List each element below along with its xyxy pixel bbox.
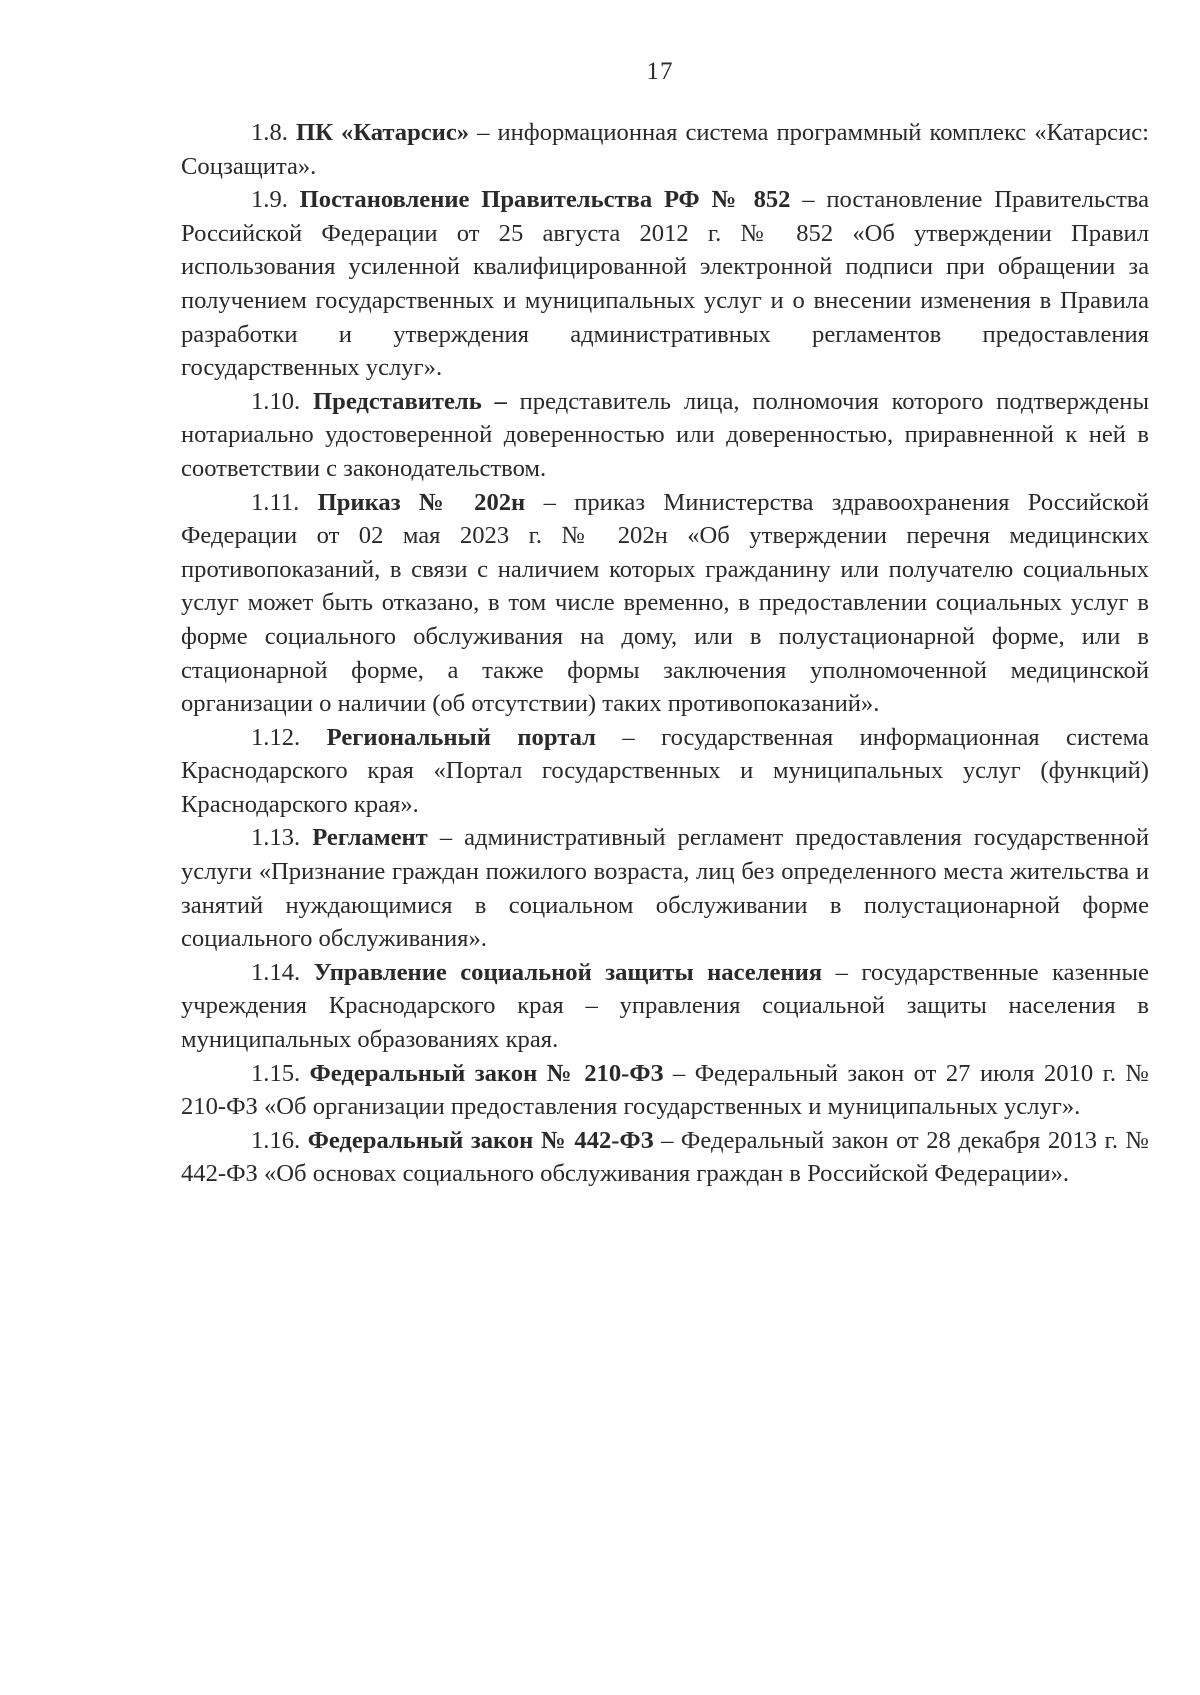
item-number: 1.16.	[251, 1126, 301, 1154]
definition-item-1-12	[181, 721, 1149, 822]
item-number: 1.9.	[251, 186, 288, 214]
definition-text: – государственная информационная система Краснодарского края «Портал государственных и муниципальных услуг (функций) Краснодарского края».	[181, 723, 1149, 818]
item-number: 1.14.	[251, 958, 301, 986]
definition-text: – постановление Правительства Российской Федерации от 25 августа 2012 г. № 852 «Об утверждении Правил использования усиленной квалифицированной электронной подписи при обращении за получением государственных и муниципальных услуг и о внесении изменения в Правила разработки и утверждения административных регламентов предоставления государственных услуг».	[181, 186, 1149, 382]
defined-term: Федеральный закон № 210-ФЗ	[309, 1059, 664, 1087]
defined-term: Представитель –	[313, 387, 507, 415]
definition-text: – Федеральный закон от 27 июля 2010 г. № 210-ФЗ «Об организации предоставления государственных и муниципальных услуг».	[181, 1059, 1149, 1121]
definition-text: – государственные казенные учреждения Краснодарского края – управления социальной защиты населения в муниципальных образованиях края.	[181, 958, 1149, 1054]
page-number: 17	[646, 58, 674, 85]
defined-term: ПК «Катарсис»	[295, 119, 470, 146]
defined-term: Региональный портал	[326, 723, 596, 751]
item-number: 1.8.	[251, 119, 288, 146]
defined-term: Постановление Правительства РФ № 852	[299, 186, 791, 214]
definition-item-1-15	[181, 1057, 1149, 1124]
definition-text: – административный регламент предоставления государственной услуги «Признание граждан пожилого возраста, лиц без определенного места жительства и занятий нуждающимися в социальном обслуживании в полустационарной форме социального обслуживания».	[181, 824, 1149, 953]
definition-item-1-10	[181, 385, 1149, 486]
item-number: 1.11.	[251, 488, 300, 516]
item-number: 1.12.	[251, 723, 301, 751]
defined-term: Федеральный закон № 442-ФЗ	[307, 1126, 654, 1154]
definition-item-1-14	[181, 956, 1149, 1057]
definition-text: – Федеральный закон от 28 декабря 2013 г. № 442-ФЗ «Об основах социального обслуживания граждан в Российской Федерации».	[181, 1126, 1149, 1188]
definition-item-1-16	[181, 1124, 1149, 1191]
item-number: 1.10.	[251, 387, 301, 415]
definition-item-1-11	[181, 486, 1149, 721]
definition-text: – приказ Министерства здравоохранения Российской Федерации от 02 мая 2023 г. № 202н «Об утверждении перечня медицинских противопоказаний, в связи с наличием которых гражданину или получателю социальных услуг может быть отказано, в том числе временно, в предоставлении социальных услуг в форме социального обслуживания на дому, или в полустационарной форме, или в стационарной форме, а также формы заключения уполномоченной медицинской организации о наличии (об отсутствии) таких противопоказаний».	[181, 488, 1149, 718]
defined-term: Управление социальной защиты населения	[313, 958, 823, 986]
item-number: 1.15.	[251, 1059, 301, 1087]
defined-term: Приказ № 202н	[317, 488, 526, 516]
definition-item-1-9	[181, 183, 1149, 385]
document-body	[181, 116, 1149, 1191]
item-number: 1.13.	[251, 824, 301, 852]
defined-term: Регламент	[312, 824, 428, 852]
definition-item-1-8	[181, 116, 1149, 183]
definition-item-1-13	[181, 821, 1149, 955]
definition-text: – информационная система программный комплекс «Катарсис: Соцзащита».	[181, 119, 1149, 180]
definition-text: представитель лица, полномочия которого подтверждены нотариально удостоверенной доверенностью или доверенностью, приравненной к ней в соответствии с законодательством.	[181, 387, 1149, 482]
